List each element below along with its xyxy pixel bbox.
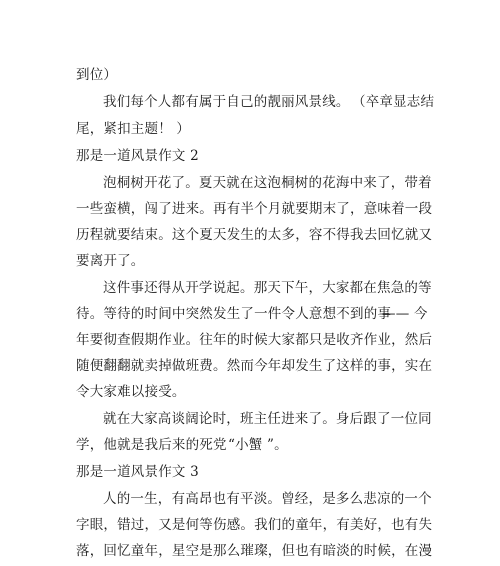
text-line: 一些蛮横，闯了进来。再有半个月就要期末了，意味着一段	[76, 201, 433, 217]
text-line: 随便翻翻就卖掉做班费。然而今年却发生了这样的事，实在	[76, 358, 433, 374]
text-line: 令大家难以接受。	[76, 384, 186, 400]
text-line: 尾，紧扣主题！ ）	[76, 121, 191, 137]
text-line: 待。等待的时间中突然发生了一件令人意想不到的事	[76, 306, 392, 322]
text-line: “小蟹 ”。	[228, 437, 288, 453]
text-line: 泡桐树开花了。夏天就在这泡桐树的花海中来了，带着	[103, 175, 432, 191]
text-line: 年要彻查假期作业。往年的时候大家都只是收齐作业，然后	[76, 332, 433, 348]
text-line: 学，他就是我后来的死党	[76, 437, 227, 453]
text-line: 人的一生，有高昂也有平淡。曾经，是多么悲凉的一个	[103, 491, 432, 507]
text-line: 落，回忆童年，星空是那么璀璨，但也有暗淡的时候，在漫	[76, 543, 433, 559]
text-line: 字眼，错过，又是何等伤感。我们的童年，有美好，也有失	[76, 517, 433, 533]
text-line: 要离开了。	[76, 253, 145, 269]
text-line: 历程就要结束。这个夏天发生的太多，容不得我去回忆就又	[76, 227, 433, 243]
section-heading: 那是一道风景作文 2	[76, 148, 199, 164]
text-line: 就在大家高谈阔论时，班主任进来了。身后跟了一位同	[103, 411, 432, 427]
text-line: —— 今	[382, 306, 428, 322]
text-line: 到位）	[76, 67, 118, 83]
text-line: 我们每个人都有属于自己的靓丽风景线。	[103, 94, 350, 110]
text-line: （卒章显志结	[352, 94, 435, 110]
text-line: 这件事还得从开学说起。那天下午，大家都在焦急的等	[103, 280, 432, 296]
section-heading: 那是一道风景作文 3	[76, 464, 199, 480]
